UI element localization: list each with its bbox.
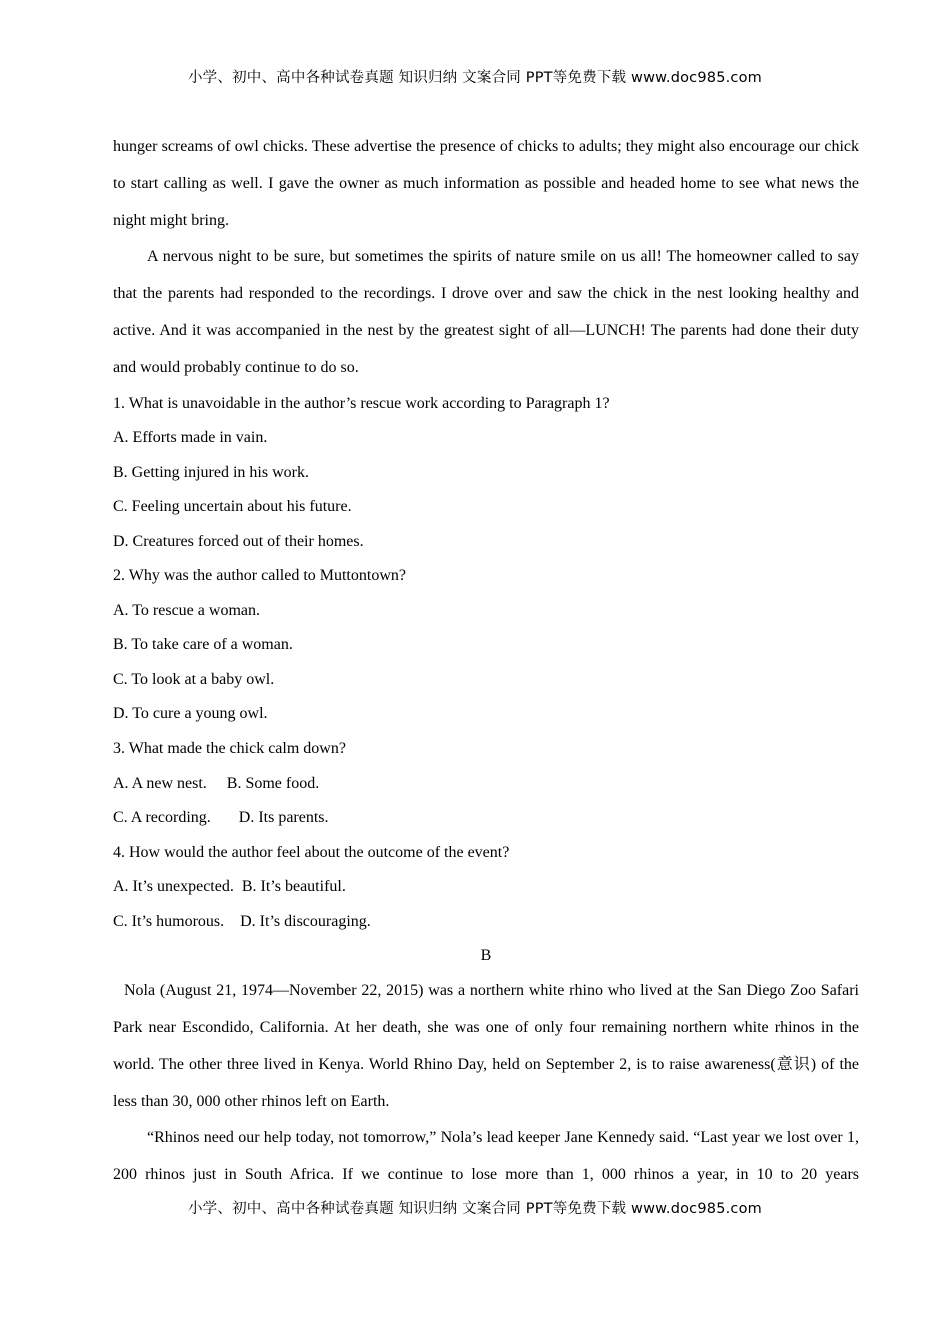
page-footer: 小学、初中、高中各种试卷真题 知识归纳 文案合同 PPT等免费下载 www.doc985.com [187, 1201, 763, 1217]
passage-b-paragraph-2: “Rhinos need our help today, not tomorrow,” Nola’s lead keeper Jane Kennedy said. “Last year we lost over 1, 200 rhinos just in South Africa. If we continue to lose more than 1, 000 rhinos a year, in 10 to 20 years [113, 1129, 859, 1183]
question-1-option-c: C. Feeling uncertain about his future. [113, 498, 352, 515]
question-1-option-d: D. Creatures forced out of their homes. [113, 533, 364, 550]
question-2-option-d: D. To cure a young owl. [113, 705, 268, 722]
question-3-options-ab: A. A new nest. B. Some food. [113, 775, 320, 792]
passage-b-label: B [480, 947, 492, 964]
question-4-options-cd: C. It’s humorous. D. It’s discouraging. [113, 913, 371, 930]
question-2-option-a: A. To rescue a woman. [113, 602, 260, 619]
question-3-stem: 3. What made the chick calm down? [113, 740, 346, 757]
passage-a-paragraph-2: A nervous night to be sure, but sometimes the spirits of nature smile on us all! The homeowner called to say that the parents had responded to the recordings. I drove over and saw the chick in the nest looking healthy and active. And it was accompanied in the nest by the greatest sight of all—LUNCH! The parents had done their duty and would probably continue to do so. [113, 248, 859, 376]
question-1-stem: 1. What is unavoidable in the author’s rescue work according to Paragraph 1? [113, 395, 610, 412]
page-header: 小学、初中、高中各种试卷真题 知识归纳 文案合同 PPT等免费下载 www.doc985.com [187, 70, 763, 86]
passage-a-paragraph-1: hunger screams of owl chicks. These advertise the presence of chicks to adults; they might also encourage our chick to start calling as well. I gave the owner as much information as possible and headed home to see what news the night might bring. [113, 138, 859, 229]
question-2-option-b: B. To take care of a woman. [113, 636, 293, 653]
question-1-option-a: A. Efforts made in vain. [113, 429, 268, 446]
question-4-options-ab: A. It’s unexpected. B. It’s beautiful. [113, 878, 346, 895]
question-2-option-c: C. To look at a baby owl. [113, 671, 275, 688]
question-3-options-cd: C. A recording. D. Its parents. [113, 809, 329, 826]
question-1-option-b: B. Getting injured in his work. [113, 464, 309, 481]
question-2-stem: 2. Why was the author called to Muttontown? [113, 567, 406, 584]
passage-b-paragraph-1: Nola (August 21, 1974—November 22, 2015) was a northern white rhino who lived at the San Diego Zoo Safari Park near Escondido, California. At her death, she was one of only four remaining northern white rhinos in the world. The other three lived in Kenya. World Rhino Day, held on September 2, is to raise awareness(意识) of the less than 30, 000 other rhinos left on Earth. [113, 982, 859, 1110]
question-4-stem: 4. How would the author feel about the outcome of the event? [113, 844, 510, 861]
